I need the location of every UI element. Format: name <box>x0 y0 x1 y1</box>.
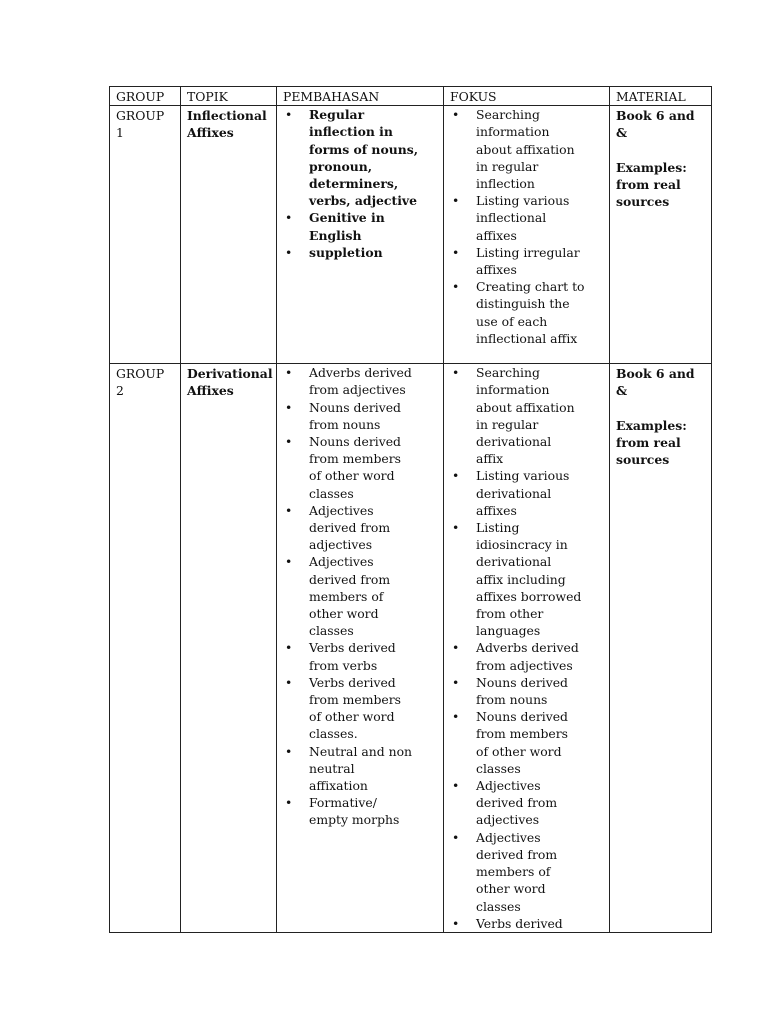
list-item: • Listing various inflectional affixes <box>450 192 605 244</box>
header-topik: TOPIK <box>181 87 277 106</box>
group-label: GROUP 1 <box>116 108 165 141</box>
table-row-group-1 <box>110 106 712 364</box>
pembahasan-list <box>283 364 439 828</box>
list-item: • Nouns derived from members of other word classes <box>283 433 439 502</box>
list-item: • Adjectives derived from adjectives <box>283 502 439 554</box>
list-item: • Neutral and non neutral affixation <box>283 743 439 795</box>
topik-label: Inflectional Affixes <box>187 108 267 141</box>
list-item: • Genitive in English <box>283 209 439 243</box>
header-fokus: FOKUS <box>444 87 610 106</box>
group-cell <box>110 106 181 364</box>
list-item: • Verbs derived <box>450 915 605 932</box>
group-label: GROUP 2 <box>116 366 165 399</box>
table-row-group-2 <box>110 364 712 933</box>
header-material: MATERIAL <box>610 87 712 106</box>
list-item: • Formative/ empty morphs <box>283 794 439 828</box>
fokus-cell <box>444 106 610 364</box>
list-item: • Verbs derived from verbs <box>283 639 439 673</box>
header-pembahasan: PEMBAHASAN <box>277 87 444 106</box>
list-item: • Searching information about affixation in regular derivational affix <box>450 364 605 467</box>
pembahasan-cell <box>277 106 444 364</box>
list-item: • Listing various derivational affixes <box>450 467 605 519</box>
pembahasan-cell <box>277 364 444 933</box>
list-item: • Nouns derived from nouns <box>283 399 439 433</box>
topic-table <box>109 86 712 933</box>
list-item: • Listing irregular affixes <box>450 244 605 278</box>
fokus-list <box>450 364 605 932</box>
group-cell <box>110 364 181 933</box>
list-item: • Adjectives derived from adjectives <box>450 777 605 829</box>
material-cell <box>610 106 712 364</box>
topik-cell <box>181 106 277 364</box>
material-cell <box>610 364 712 933</box>
fokus-list <box>450 106 605 347</box>
list-item: • Adjectives derived from members of other word classes <box>283 553 439 639</box>
table-header-row <box>110 87 712 106</box>
list-item: • Adjectives derived from members of other word classes <box>450 829 605 915</box>
material-text: Book 6 and & Examples: from real sources <box>616 108 695 210</box>
material-text: Book 6 and & Examples: from real sources <box>616 366 695 468</box>
list-item: • Nouns derived from members of other word classes <box>450 708 605 777</box>
list-item: • Regular inflection in forms of nouns, pronoun, determiners, verbs, adjective <box>283 106 439 209</box>
list-item: • Verbs derived from members of other word classes. <box>283 674 439 743</box>
list-item: • Nouns derived from nouns <box>450 674 605 708</box>
list-item: • Searching information about affixation in regular inflection <box>450 106 605 192</box>
header-group: GROUP <box>110 87 181 106</box>
list-item: • Adverbs derived from adjectives <box>450 639 605 673</box>
list-item: • Adverbs derived from adjectives <box>283 364 439 398</box>
list-item: • suppletion <box>283 244 439 261</box>
pembahasan-list <box>283 106 439 261</box>
topik-label: Derivational Affixes <box>187 366 273 399</box>
fokus-cell <box>444 364 610 933</box>
list-item: • Creating chart to distinguish the use of each inflectional affix <box>450 278 605 347</box>
topik-cell <box>181 364 277 933</box>
list-item: • Listing idiosincracy in derivational affix including affixes borrowed from other languages <box>450 519 605 639</box>
